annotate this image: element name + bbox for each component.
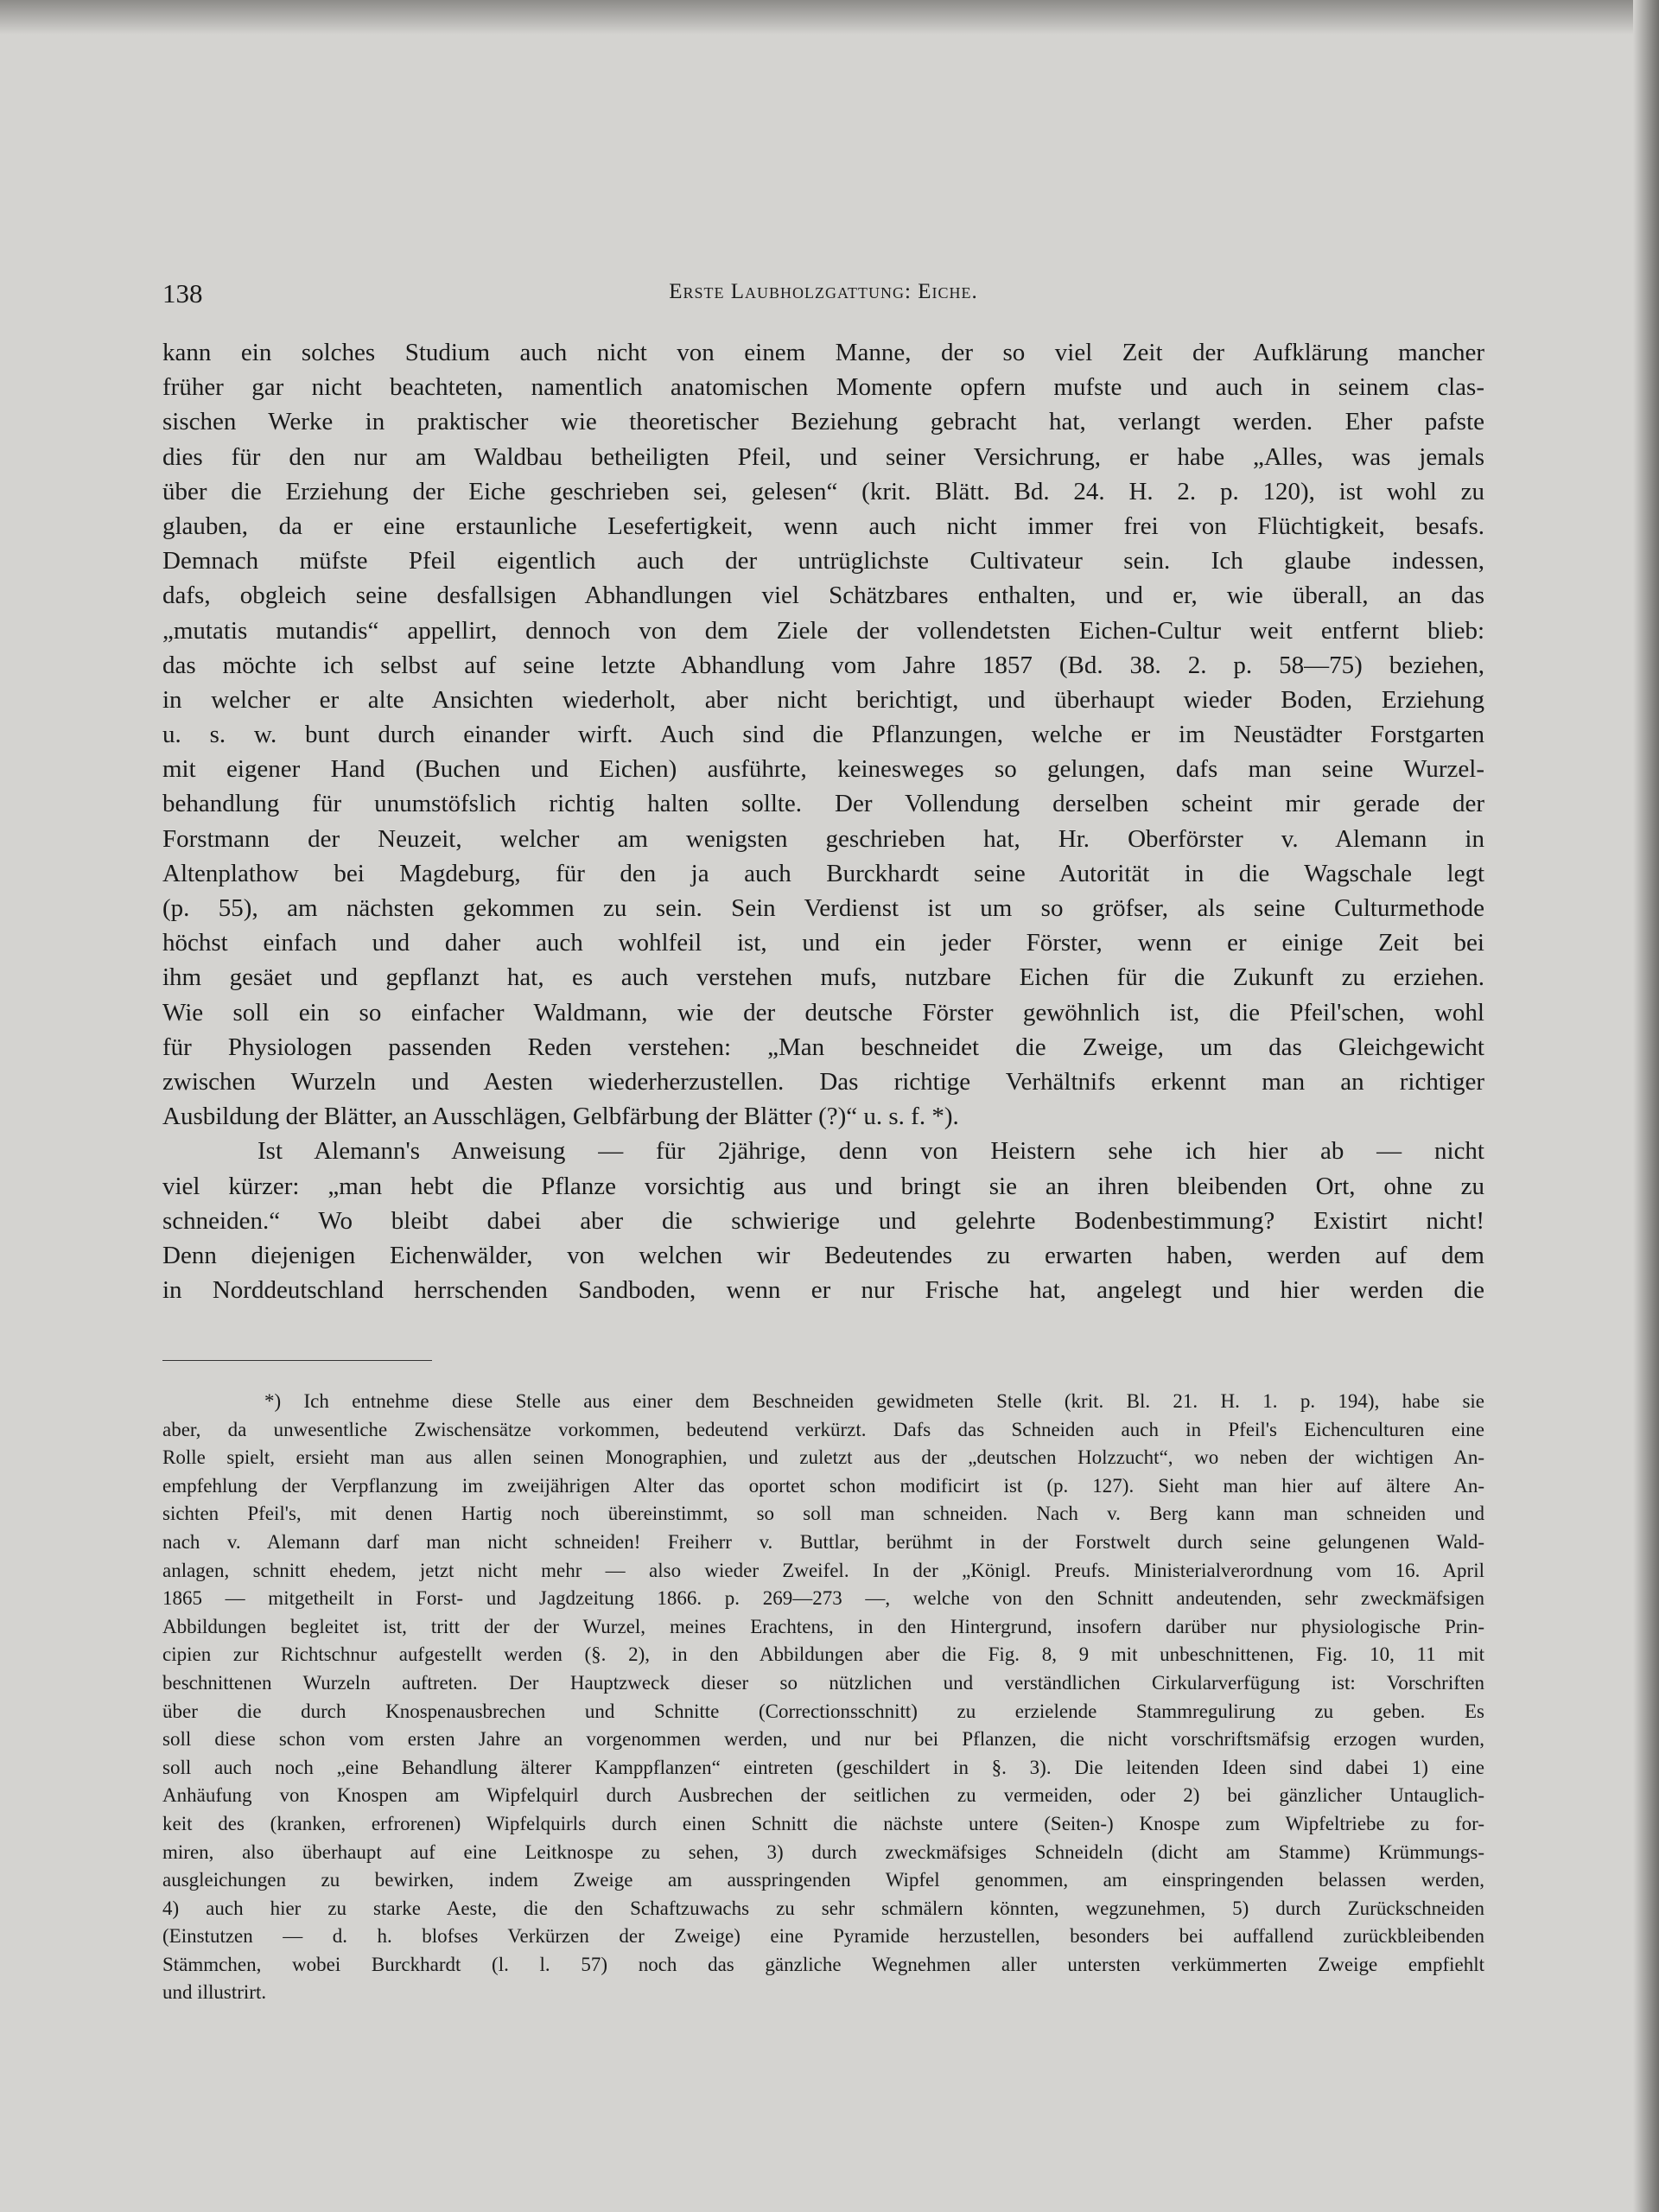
text-line: früher gar nicht beachteten, namentlich anatomischen Momente opfern mufste und auch in seinem clas- [162, 373, 1484, 402]
footnote-line: cipien zur Richtschnur aufgestellt werden (§. 2), in den Abbildungen aber die Fig. 8, 9 mit unbeschnittenen, Fig. 10, 11 mit [162, 1643, 1484, 1666]
footnote-line: soll diese schon vom ersten Jahre an vorgenommen werden, und nur bei Pflanzen, die nicht vorschriftsmäfsig erzogen wurden, [162, 1728, 1484, 1751]
footnote-line: *) Ich entnehme diese Stelle aus einer dem Beschneiden gewidmeten Stelle (krit. Bl. 21. H. 1. p. 194), habe sie [264, 1390, 1484, 1412]
main-text [162, 335, 1484, 1307]
footnote-line: aber, da unwesentliche Zwischensätze vorkommen, bedeutend verkürzt. Dafs das Schneiden auch in Pfeil's Eichenculturen eine [162, 1418, 1484, 1440]
text-line: „mutatis mutandis“ appellirt, dennoch von dem Ziele der vollendetsten Eichen-Cultur weit entfernt blieb: [162, 616, 1484, 645]
running-title: Erste Laubholzgattung: Eiche. [669, 280, 978, 303]
text-line: Ausbildung der Blätter, an Ausschlägen, Gelbfärbung der Blätter (?)“ u. s. f. *). [162, 1103, 959, 1131]
text-line: zwischen Wurzeln und Aesten wiederherzustellen. Das richtige Verhältnifs erkennt man an richtiger [162, 1067, 1484, 1096]
footnote-line: Rolle spielt, ersieht man aus allen seinen Monographien, und zuletzt aus der „deutschen Holzzucht“, wo neben der wichtigen An- [162, 1446, 1484, 1469]
text-line: für Physiologen passenden Reden verstehen: „Man beschneidet die Zweige, um das Gleichgewicht [162, 1033, 1484, 1061]
page-header [162, 278, 1484, 313]
footnote-line: 4) auch hier zu starke Aeste, die den Schaftzuwachs zu sehr schmälern könnten, wegzunehmen, 5) durch Zurückschneiden [162, 1897, 1484, 1919]
footnote-line: 1865 — mitgetheilt in Forst- und Jagdzeitung 1866. p. 269—273 —, welche von den Schnitt andeutenden, sehr zweckmäfsigen [162, 1587, 1484, 1610]
footnote-line: nach v. Alemann darf man nicht schneiden! Freiherr v. Buttlar, berühmt in der Forstwelt durch seine gelungenen Wald- [162, 1530, 1484, 1553]
footnote-line: empfehlung der Verpflanzung im zweijährigen Alter das oportet schon modificirt ist (p. 127). Sieht man hier auf ältere An- [162, 1474, 1484, 1497]
page-shadow-top [0, 0, 1659, 35]
page-number: 138 [162, 278, 203, 308]
text-line: glauben, da er eine erstaunliche Lesefertigkeit, wenn auch nicht immer frei von Flüchtigkeit, besafs. [162, 512, 1484, 540]
text-line: Forstmann der Neuzeit, welcher am wenigsten geschrieben hat, Hr. Oberförster v. Alemann in [162, 824, 1484, 853]
text-line: kann ein solches Studium auch nicht von einem Manne, der so viel Zeit der Aufklärung mancher [162, 339, 1484, 366]
footnote-line: über die durch Knospenausbrechen und Schnitte (Correctionsschnitt) zu erzielende Stammregulirung zu geben. Es [162, 1700, 1484, 1722]
text-line: Denn diejenigen Eichenwälder, von welchen wir Bedeutendes zu erwarten haben, werden auf dem [162, 1241, 1484, 1269]
text-line: (p. 55), am nächsten gekommen zu sein. Sein Verdienst ist um so gröfser, als seine Culturmethode [162, 894, 1484, 922]
text-line: Altenplathow bei Magdeburg, für den ja auch Burckhardt seine Autorität in die Wagschale legt [162, 859, 1484, 887]
footnote-line: anlagen, schnitt ehedem, jetzt nicht mehr — also wieder Zweifel. In der „Königl. Preufs. Ministerialverordnung vom 16. April [162, 1559, 1484, 1581]
footnote-line: soll auch noch „eine Behandlung älterer Kamppflanzen“ eintreten (geschildert in §. 3). Die leitenden Ideen sind dabei 1) eine [162, 1756, 1484, 1778]
footnote-rule [162, 1360, 432, 1361]
text-line: u. s. w. bunt durch einander wirft. Auch sind die Pflanzungen, welche er im Neustädter Forstgarten [162, 721, 1484, 749]
text-line: das möchte ich selbst auf seine letzte Abhandlung vom Jahre 1857 (Bd. 38. 2. p. 58—75) beziehen, [162, 651, 1484, 679]
text-line: viel kürzer: „man hebt die Pflanze vorsichtig aus und bringt sie an ihren bleibenden Ort, ohne zu [162, 1172, 1484, 1200]
footnote-line: beschnittenen Wurzeln auftreten. Der Hauptzweck dieser so nützlichen und verständlichen Cirkularverfügung ist: Vorschriften [162, 1671, 1484, 1694]
footnote-line: (Einstutzen — d. h. blofses Verkürzen der Zweige) eine Pyramide herzustellen, besonders bei auffallend zurückbleibenden [162, 1925, 1484, 1948]
footnote-line: und illustrirt. [162, 1981, 267, 2004]
footnote-line: Abbildungen begleitet ist, tritt der der Wurzel, meines Erachtens, in den Hintergrund, insofern darüber nur physiologische Prin- [162, 1615, 1484, 1637]
text-line: dafs, obgleich seine desfallsigen Abhandlungen viel Schätzbares enthalten, und er, wie überall, an das [162, 582, 1484, 610]
text-line: dies für den nur am Waldbau betheiligten Pfeil, und seiner Versichrung, er habe „Alles, was jemals [162, 442, 1484, 471]
text-line: Ist Alemann's Anweisung — für 2jährige, denn von Heistern sehe ich hier ab — nicht [257, 1137, 1484, 1166]
footnote-line: Stämmchen, wobei Burckhardt (l. l. 57) noch das gänzliche Wegnehmen aller untersten verkümmerten Zweige empfiehlt [162, 1953, 1484, 1975]
footnote [162, 1388, 1484, 2007]
text-line: sischen Werke in praktischer wie theoretischer Beziehung gebracht hat, verlangt werden. Eher pafste [162, 408, 1484, 436]
text-line: in Norddeutschland herrschenden Sandboden, wenn er nur Frische hat, angelegt und hier werden die [162, 1276, 1484, 1305]
footnote-line: ausgleichungen zu bewirken, indem Zweige am ausspringenden Wipfel genommen, am einspringenden belassen werden, [162, 1869, 1484, 1891]
text-line: mit eigener Hand (Buchen und Eichen) ausführte, keinesweges so gelungen, dafs man seine Wurzel- [162, 755, 1484, 784]
text-line: höchst einfach und daher auch wohlfeil ist, und ein jeder Förster, wenn er einige Zeit bei [162, 929, 1484, 957]
footnote-line: miren, also überhaupt auf eine Leitknospe zu sehen, 3) durch zweckmäfsiges Schneideln (dicht am Stamme) Krümmungs- [162, 1840, 1484, 1863]
page-shadow-right [1633, 0, 1659, 2212]
text-line: behandlung für unumstöfslich richtig halten sollte. Der Vollendung derselben scheint mir gerade der [162, 790, 1484, 818]
text-line: über die Erziehung der Eiche geschrieben sei, gelesen“ (krit. Blätt. Bd. 24. H. 2. p. 120), ist wohl zu [162, 477, 1484, 505]
text-line: ihm gesäet und gepflanzt hat, es auch verstehen mufs, nutzbare Eichen für die Zukunft zu erziehen. [162, 963, 1484, 992]
text-line: Demnach müfste Pfeil eigentlich auch der untrüglichste Cultivateur sein. Ich glaube indessen, [162, 547, 1484, 575]
text-line: Wie soll ein so einfacher Waldmann, wie der deutsche Förster gewöhnlich ist, die Pfeil'schen, wohl [162, 998, 1484, 1027]
text-line: schneiden.“ Wo bleibt dabei aber die schwierige und gelehrte Bodenbestimmung? Existirt nicht! [162, 1206, 1484, 1235]
text-line: in welcher er alte Ansichten wiederholt, aber nicht berichtigt, und überhaupt wieder Boden, Erziehung [162, 685, 1484, 714]
footnote-line: Anhäufung von Knospen am Wipfelquirl durch Ausbrechen der seitlichen zu vermeiden, oder 2) bei gänzlicher Untauglich- [162, 1784, 1484, 1807]
footnote-line: keit des (kranken, erfrorenen) Wipfelquirls durch einen Schnitt die nächste untere (Seiten-) Knospe zum Wipfeltriebe zu for- [162, 1812, 1484, 1834]
footnote-line: sichten Pfeil's, mit denen Hartig noch übereinstimmt, so soll man schneiden. Nach v. Berg kann man schneiden und [162, 1503, 1484, 1525]
